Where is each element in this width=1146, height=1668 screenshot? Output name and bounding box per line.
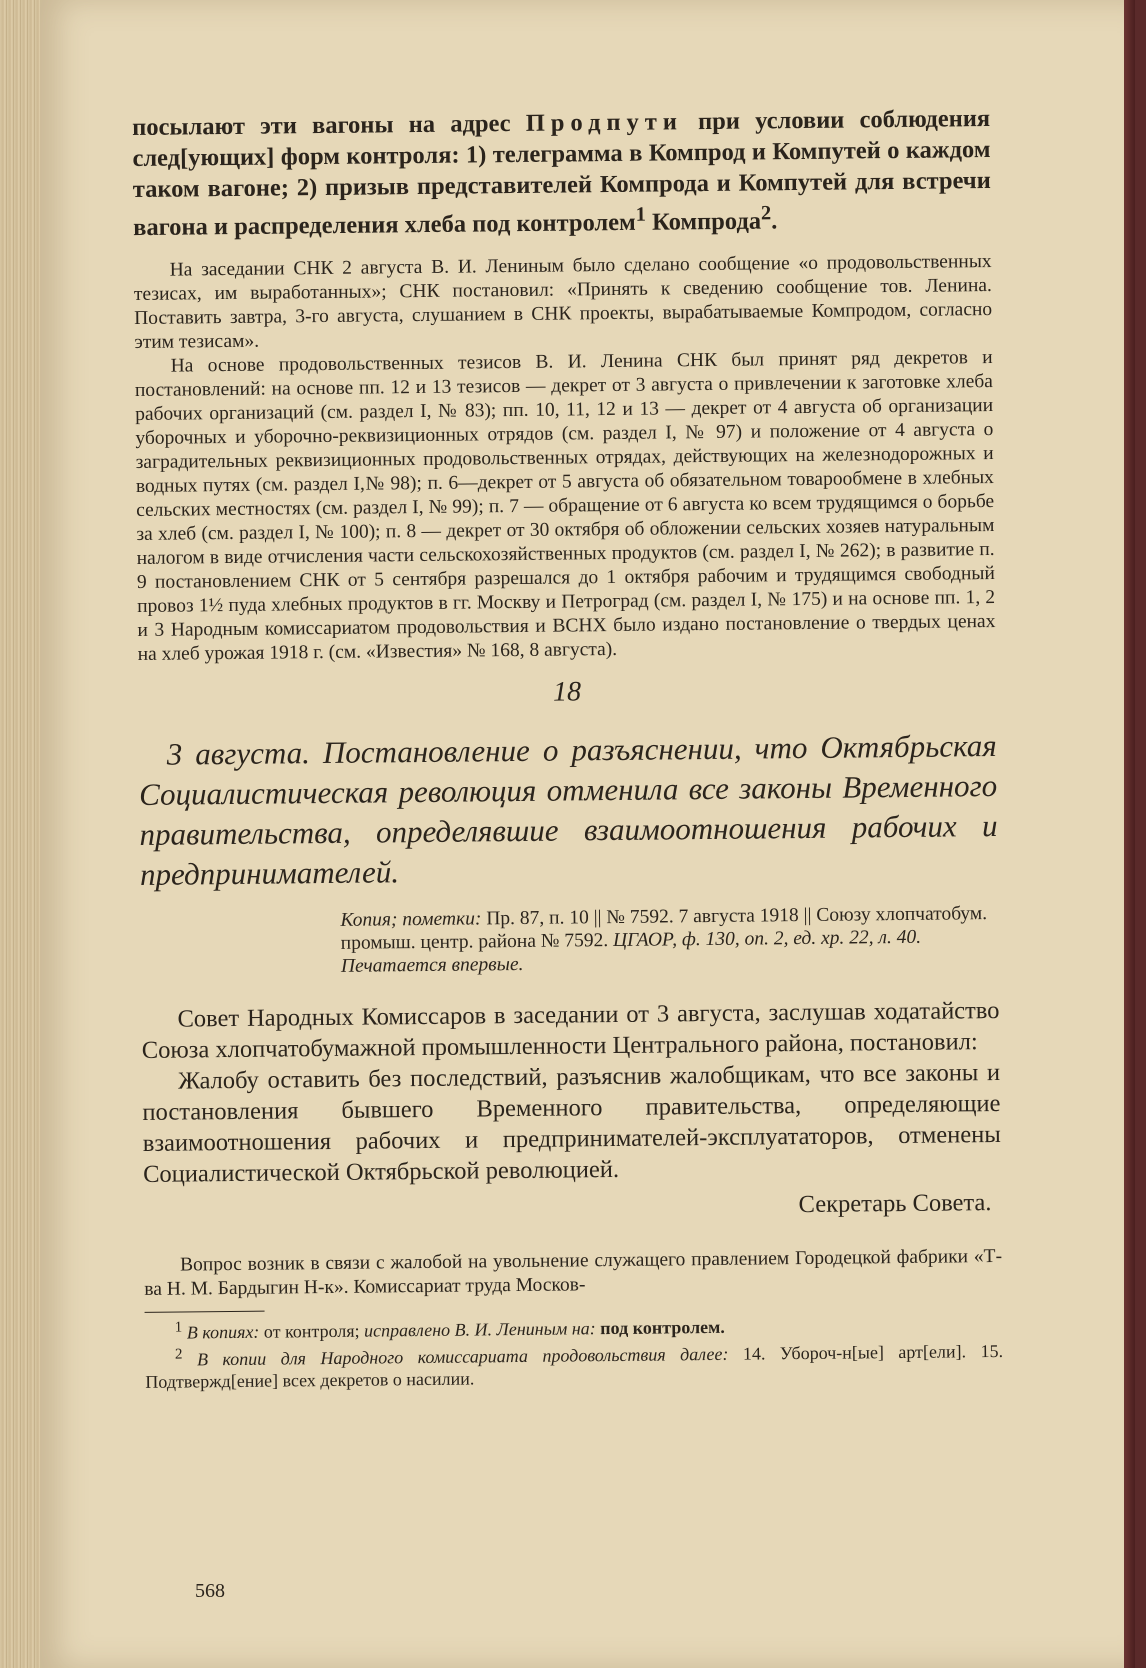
footnote-ref-1: 1	[635, 203, 646, 226]
intro-text-part4: .	[771, 207, 778, 235]
footnote-italic: В копии для Народного комиссариата продовольствия далее:	[182, 1343, 729, 1370]
book-cover-edge	[1124, 0, 1135, 1668]
footnote-ref-2: 2	[760, 202, 772, 225]
document-title: 3 августа. Постановление о разъяснении, что Октябрьская Социалистическая революция отменила все законы Временного правительства, определявшие взаимоотношения рабочих и предпринимателей.	[138, 728, 998, 893]
intro-paragraph	[132, 103, 991, 243]
document-source	[340, 902, 999, 978]
footnote-italic: В копиях:	[182, 1321, 260, 1343]
body-paragraph: Жалобу оставить без последствий, разъяснив жалобщикам, что все законы и постановления бывшего Временного правительства, определяющие взаимоотношения рабочих и предпринимателей-эксплуататоров, отменены Социалистической Октябрьской революцией.	[142, 1059, 1001, 1189]
footnote-text: от контроля;	[259, 1320, 365, 1342]
page-content	[132, 103, 1003, 1393]
commentary-paragraph: На основе продовольственных тезисов В. И. Ленина СНК был принят ряд декретов и постановлений: на основе пп. 12 и 13 тезисов — декрет от 3 августа о привлечении к заготовке хлеба рабочих организаций (см. раздел I, № 83); пп. 10, 11, 12 и 13 — декрет от 4 августа об организации уборочных и уборочно-реквизиционных отрядов (см. раздел I, № 97) и положение от 4 августа о заградительных реквизиционных продовольственных отрядах, действующих на железнодорожных и водных путях (см. раздел I,№ 98); п. 6—декрет от 5 августа об обязательном товарообмене в хлебных сельских местностях (см. раздел I, № 99); п. 7 — обращение от 6 августа ко всем трудящимся о борьбе за хлеб (см. раздел I, № 100); п. 8 — декрет от 30 октября об обложении сельских хозяев натуральным налогом в виде отчисления части сельскохозяйственных продуктов (см. раздел I, № 262); в развитие п. 9 постановлением СНК от 5 сентября разрешался до 1 октября рабочим и трудящимся свободный провоз 1½ пуда хлебных продуктов в гг. Москву и Петроград (см. раздел I, № 175) и на основе пп. 1, 2 и 3 Народным комиссариатом продовольствия и ВСНХ было издано постановление о твердых ценах на хлеб урожая 1918 г. (см. «Известия» № 168, 8 августа).	[134, 347, 996, 666]
footnote-2	[145, 1335, 1003, 1393]
footnote-mark: 2	[174, 1346, 183, 1363]
intro-text-part1: посылают эти вагоны на адрес	[132, 109, 526, 141]
signature: Секретарь Совета.	[798, 1189, 992, 1219]
intro-text-part2: при условии соблюдения след[ующих] форм контроля: 1) телеграмма в Компрод и Компутей о каждом таком вагоне; 2) призыв представителей Компрода и Компутей для встречи вагона и распределения хлеба под контролем	[132, 105, 991, 242]
commentary-paragraph: На заседании СНК 2 августа В. И. Лениным было сделано сообщение «о продовольственных тезисах, им выработанных»; СНК постановил: «Принять к сведению сообщение тов. Ленина. Поставить завтра, 3-го августа, слушанием в СНК проекты, вырабатываемые Компродом, согласно этим тезисам».	[133, 251, 993, 354]
footnote-text: 14. Убороч-н[ые] арт[ели]. 15. Подтвержд[ение] всех декретов о насилии.	[145, 1341, 1004, 1393]
document-number: 18	[552, 676, 582, 708]
archive-reference: ЦГАОР, ф. 130, оп. 2, ед. хр. 22, л. 40.	[612, 926, 922, 952]
footnote-mark: 1	[174, 1319, 183, 1336]
footnote-divider	[145, 1311, 265, 1313]
source-text: Пр. 87, п. 10 || № 7592. 7 августа 1918 || Союзу хлопчатобум. промыш. центр. района № 7592.	[340, 903, 988, 955]
intro-text-part3: Компрода	[645, 207, 762, 236]
page-number: 568	[195, 1580, 225, 1602]
intro-emphasis: Продпути	[525, 108, 684, 137]
source-label: Копия; пометки:	[340, 908, 482, 932]
editorial-note: Вопрос возник в связи с жалобой на увольнение служащего правлением Городецкой фабрики «Т-ва Н. М. Бардыгин Н-к». Комиссариат труда Москов-	[144, 1246, 1003, 1301]
footnote-italic: исправлено В. И. Лениным на:	[363, 1318, 596, 1341]
footnote-text: под контролем.	[595, 1317, 725, 1339]
publication-note: Печатается впервые.	[340, 954, 524, 978]
body-paragraph: Совет Народных Комиссаров в заседании от 3 августа, заслушав ходатайство Союза хлопчатобумажной промышленности Центрального района, постановил:	[141, 997, 1000, 1065]
